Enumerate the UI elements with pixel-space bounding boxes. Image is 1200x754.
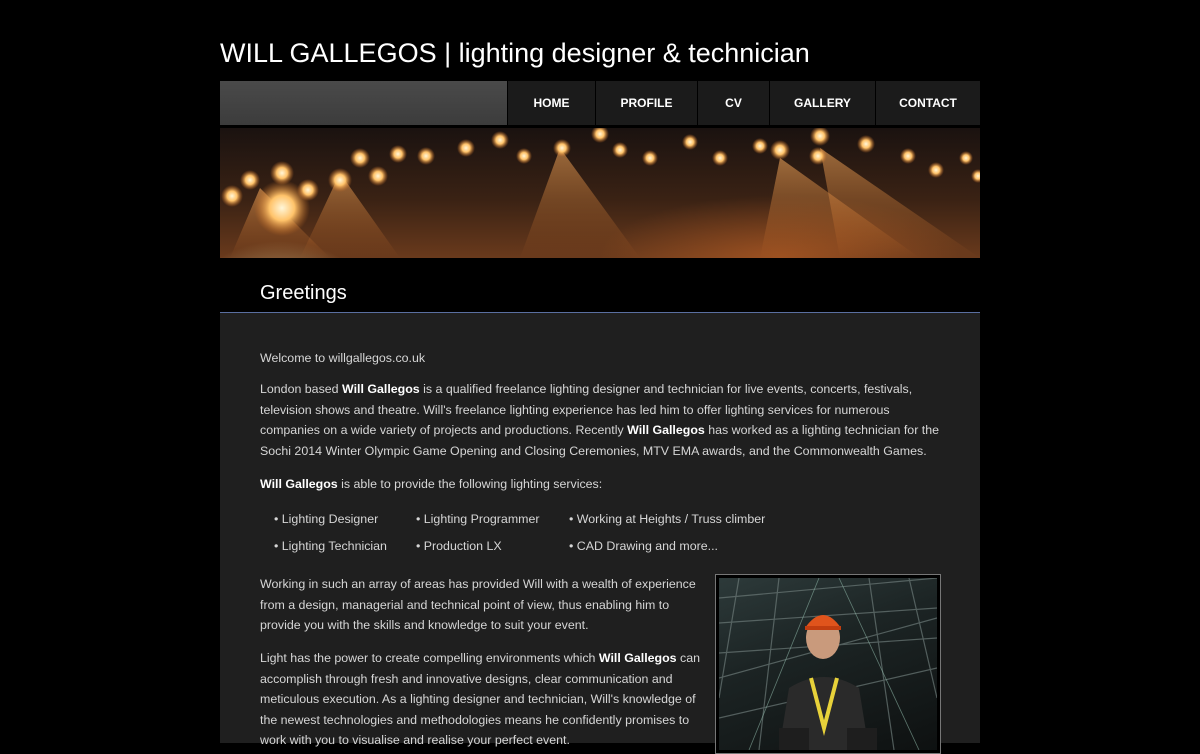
nav-contact[interactable]: CONTACT [875, 81, 980, 125]
nav-cv[interactable]: CV [697, 81, 769, 125]
services-intro: Will Gallegos is able to provide the following lighting services: [260, 477, 603, 491]
main-nav [220, 81, 980, 125]
service-item: • Production LX [416, 539, 502, 553]
stage-lights-banner [220, 128, 980, 258]
power-paragraph: Light has the power to create compelling environments which Will Gallegos can accomplish through fresh and innovative designs, clear communication and meticulous execution. As a lighting designer and technician, Will's knowledge of the newest technologies and methodologies means he confidently promises to work with you to visualise and realise your perfect event. [260, 651, 700, 747]
service-item: • Lighting Technician [274, 539, 387, 553]
intro-paragraph: London based Will Gallegos is a qualified freelance lighting designer and technician for live events, concerts, festivals, television shows and theatre. Will's freelance lighting experience has led him to offer lighting services for numerous companies on a wide variety of projects and productions. Recently Will Gallegos has worked as a lighting technician for the Sochi 2014 Winter Olympic Game Opening and Closing Ceremonies, MTV EMA awards, and the Commonwealth Games. [260, 382, 939, 458]
stage-lights-image [220, 128, 980, 258]
nav-home[interactable]: HOME [507, 81, 595, 125]
welcome-text: Welcome to willgallegos.co.uk [260, 351, 426, 365]
nav-spacer [220, 81, 507, 125]
service-item: • Lighting Designer [274, 512, 379, 526]
nav-gallery[interactable]: GALLERY [769, 81, 875, 125]
nav-profile[interactable]: PROFILE [595, 81, 697, 125]
page-heading: Greetings [260, 282, 347, 304]
service-item: • Working at Heights / Truss climber [569, 512, 766, 526]
site-title: WILL GALLEGOS | lighting designer & technician [220, 38, 810, 68]
profile-photo [715, 574, 941, 754]
service-item: • Lighting Programmer [416, 512, 540, 526]
main-content [220, 313, 980, 747]
experience-paragraph: Working in such an array of areas has provided Will with a wealth of experience from a design, managerial and technical point of view, thus enabling him to provide you with the skills and knowledge to suit your event. [260, 577, 696, 632]
truss-climber-photo [719, 578, 937, 750]
service-item: • CAD Drawing and more... [569, 539, 718, 553]
greeting-bar [220, 258, 980, 313]
